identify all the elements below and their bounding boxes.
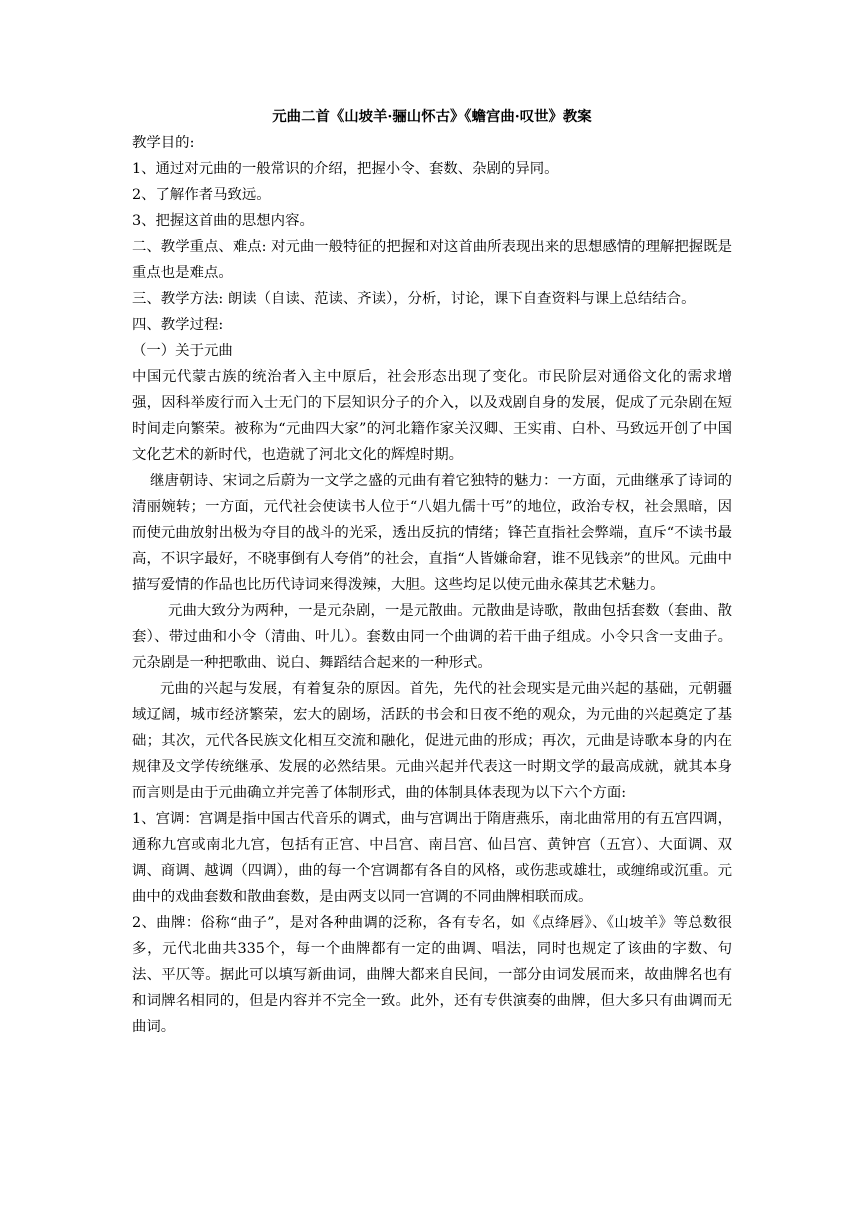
objectives-heading: 教学目的: <box>132 135 195 151</box>
objective-item: 1、通过对元曲的一般常识的介绍，把握小令、套数、杂剧的异同。 <box>132 161 559 177</box>
body-paragraph: 元曲的兴起与发展，有着复杂的原因。首先，先代的社会现实是元曲兴起的基础，元朝疆域辽阔，城市经济繁荣，宏大的剧场，活跃的书会和日夜不绝的观众，为元曲的兴起奠定了基础；其次，元代各民族文化相互交流和融化，促进元曲的形成；再次，元曲是诗歌本身的内在规律及文学传统继承、发展的必然结果。元曲兴起并代表这一时期文学的最高成就，就其本身而言则是由于元曲确立并完善了体制形式，曲的体制具体表现为以下六个方面: <box>132 681 732 801</box>
document-title: 元曲二首《山坡羊·骊山怀古》《蟾宫曲·叹世》教案 <box>272 108 592 125</box>
body-paragraph: 1、宫调：宫调是指中国古代音乐的调式，曲与宫调出于隋唐燕乐，南北曲常用的有五宫四调，通称九宫或南北九宫，包括有正宫、中吕宫、南吕宫、仙吕宫、黄钟宫（五宫）、大面调、双调、商调、越调（四调），曲的每一个宫调都有各自的风格，或伤悲或雄壮，或缠绵或沉重。元曲中的戏曲套数和散曲套数，是由两支以同一宫调的不同曲牌相联而成。 <box>132 811 732 905</box>
document-page <box>132 104 732 1040</box>
body-paragraph: 2、曲牌：俗称“曲子”，是对各种曲调的泛称，各有专名，如《点绛唇》、《山坡羊》等总数很多，元代北曲共335个，每一个曲牌都有一定的曲调、唱法，同时也规定了该曲的字数、句法、平仄等。据此可以填写新曲词，曲牌大都来自民间，一部分由词发展而来，故曲牌名也有和词牌名相同的，但是内容并不完全一致。此外，还有专供演奏的曲牌，但大多只有曲调而无曲词。 <box>132 915 732 1035</box>
section-heading: （一）关于元曲 <box>132 343 233 359</box>
objective-item: 2、了解作者马致远。 <box>132 187 271 203</box>
process-heading: 四、教学过程: <box>132 317 224 333</box>
methods-paragraph: 三、教学方法: 朗读（自读、范读、齐读），分析，讨论，课下自查资料与课上总结结合。 <box>132 291 696 307</box>
body-paragraph: 元曲大致分为两种，一是元杂剧，一是元散曲。元散曲是诗歌，散曲包括套数（套曲、散套）、带过曲和小令（清曲、叶儿）。套数由同一个曲调的若干曲子组成。小令只含一支曲子。元杂剧是一种把歌曲、说白、舞蹈结合起来的一种形式。 <box>132 603 732 671</box>
body-paragraph: 继唐朝诗、宋词之后蔚为一文学之盛的元曲有着它独特的魅力：一方面，元曲继承了诗词的清丽婉转；一方面，元代社会使读书人位于“八娼九儒十丐”的地位，政治专权，社会黑暗，因而使元曲放射出极为夺目的战斗的光采，透出反抗的情绪；锋芒直指社会弊端，直斥“不读书最高，不识字最好，不晓事倒有人夸俏”的社会，直指“人皆嫌命窘，谁不见钱亲”的世风。元曲中描写爱情的作品也比历代诗词来得泼辣，大胆。这些均足以使元曲永葆其艺术魅力。 <box>132 473 732 593</box>
objective-item: 3、把握这首曲的思想内容。 <box>132 213 314 229</box>
key-points-paragraph: 二、教学重点、难点: 对元曲一般特征的把握和对这首曲所表现出来的思想感情的理解把握既是重点也是难点。 <box>132 239 732 281</box>
body-paragraph: 中国元代蒙古族的统治者入主中原后，社会形态出现了变化。市民阶层对通俗文化的需求增强，因科举废行而入士无门的下层知识分子的介入，以及戏剧自身的发展，促成了元杂剧在短时间走向繁荣。被称为“元曲四大家”的河北籍作家关汉卿、王实甫、白朴、马致远开创了中国文化艺术的新时代，也造就了河北文化的辉煌时期。 <box>132 369 732 463</box>
